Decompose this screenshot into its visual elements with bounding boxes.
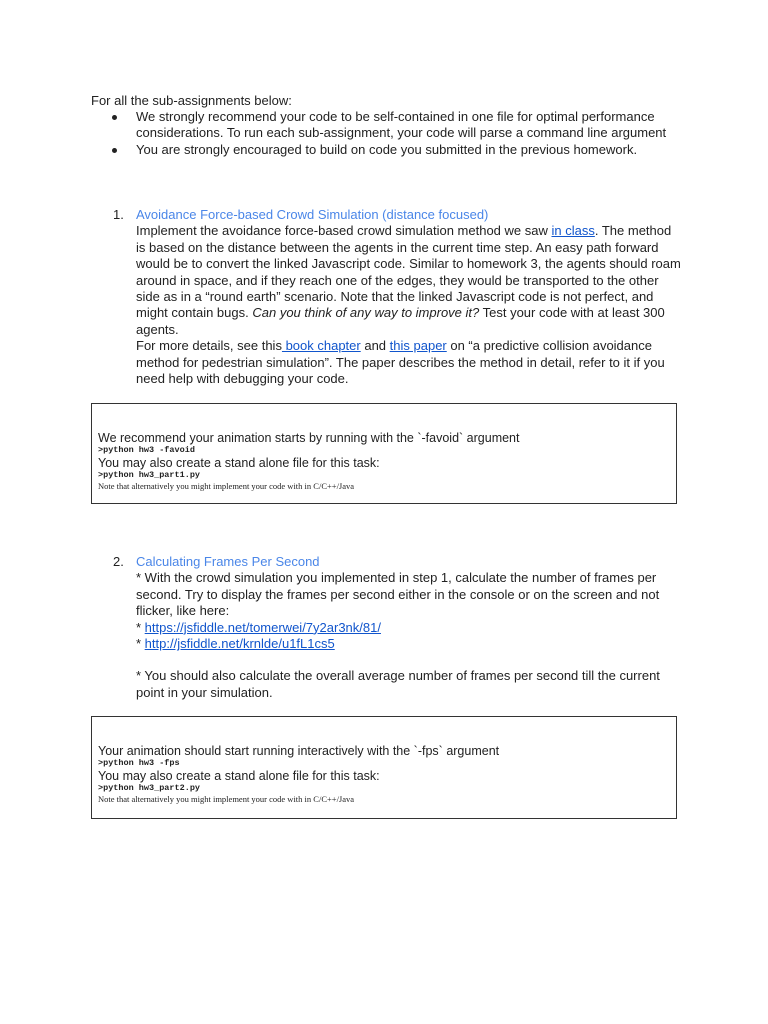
paragraph-text: and xyxy=(360,338,390,354)
paragraph-text: For more details, see this xyxy=(136,338,282,354)
section-heading: Calculating Frames Per Second xyxy=(136,554,320,569)
paragraph-text: on “a predictive collision avoidance method for pedestrian simulation”. The paper describes the method in detail, refer to it if you need help with debugging your code. xyxy=(136,338,665,387)
bullet-prefix: * xyxy=(136,619,145,635)
section-number: 1. xyxy=(113,207,124,222)
intro-bullet xyxy=(91,109,681,141)
intro-bullet-text: We strongly recommend your code to be self-contained in one file for optimal performance considerations. To run each sub-assignment, your code will parse a command line argument xyxy=(136,109,667,140)
bullet-prefix: * xyxy=(136,636,145,652)
box-code: >python hw3_part2.py xyxy=(98,783,201,793)
section-number: 2. xyxy=(113,554,124,569)
section-body xyxy=(136,207,683,387)
link-line xyxy=(136,620,683,636)
section-body xyxy=(136,554,683,701)
paragraph-italic-text: Can you think of any way to improve it? xyxy=(252,305,480,321)
bullet-dot-icon xyxy=(112,148,117,153)
paragraph-text: . The method is based on the distance between the agents in the current time step. An easy path forward would be to convert the linked Javascript code. Similar to homework 3, the agents should roam around in space, and if they reach one of the edges, they would be transported to the other side as in a “round earth” scenario. Note that the linked Javascript code is not perfect, and might contain bugs. xyxy=(136,223,681,321)
box-note: Note that alternatively you might implement your code with in C/C++/Java xyxy=(98,794,355,804)
this-paper-link[interactable]: this paper xyxy=(389,338,447,354)
intro-lead: For all the sub-assignments below: xyxy=(91,93,292,108)
box-code: >python hw3_part1.py xyxy=(98,470,201,480)
bullet-dot-icon xyxy=(112,115,117,120)
in-class-link[interactable]: in class xyxy=(551,223,595,239)
intro-bullet-text: You are strongly encouraged to build on code you submitted in the previous homework. xyxy=(136,142,638,157)
jsfiddle-link-2[interactable]: http://jsfiddle.net/krnlde/u1fL1cs5 xyxy=(144,636,335,652)
box-text: We recommend your animation starts by running with the `-favoid` argument xyxy=(98,431,520,445)
intro-bullet xyxy=(91,142,681,158)
section-paragraph: * With the crowd simulation you implemented in step 1, calculate the number of frames per second. Try to display the frames per second either in the console or on the screen and not flicker, like here: xyxy=(136,570,660,619)
section-heading: Avoidance Force-based Crowd Simulation (distance focused) xyxy=(136,207,489,222)
box-code: >python hw3 -fps xyxy=(98,758,180,768)
box-text: You may also create a stand alone file for this task: xyxy=(98,456,380,470)
intro-bullet-list xyxy=(91,109,691,158)
box-code: >python hw3 -favoid xyxy=(98,445,195,455)
section-paragraph: * You should also calculate the overall average number of frames per second till the current point in your simulation. xyxy=(136,668,660,700)
book-chapter-link[interactable]: book chapter xyxy=(281,338,361,354)
instruction-box-2 xyxy=(91,716,677,819)
paragraph-text: Test your code with at least 300 agents. xyxy=(136,305,665,337)
section-paragraph xyxy=(136,338,683,387)
intro-section xyxy=(91,93,691,158)
spacer xyxy=(136,652,683,668)
section-paragraph xyxy=(136,223,683,338)
paragraph-text: Implement the avoidance force-based crowd simulation method we saw xyxy=(136,223,552,239)
box-text: Your animation should start running interactively with the `-fps` argument xyxy=(98,744,500,758)
jsfiddle-link-1[interactable]: https://jsfiddle.net/tomerwei/7y2ar3nk/81/ xyxy=(144,619,381,635)
box-note: Note that alternatively you might implement your code with in C/C++/Java xyxy=(98,481,355,491)
section-1 xyxy=(113,207,683,387)
instruction-box-1 xyxy=(91,403,677,504)
link-line xyxy=(136,636,683,652)
section-2 xyxy=(113,554,683,701)
box-text: You may also create a stand alone file for this task: xyxy=(98,769,380,783)
